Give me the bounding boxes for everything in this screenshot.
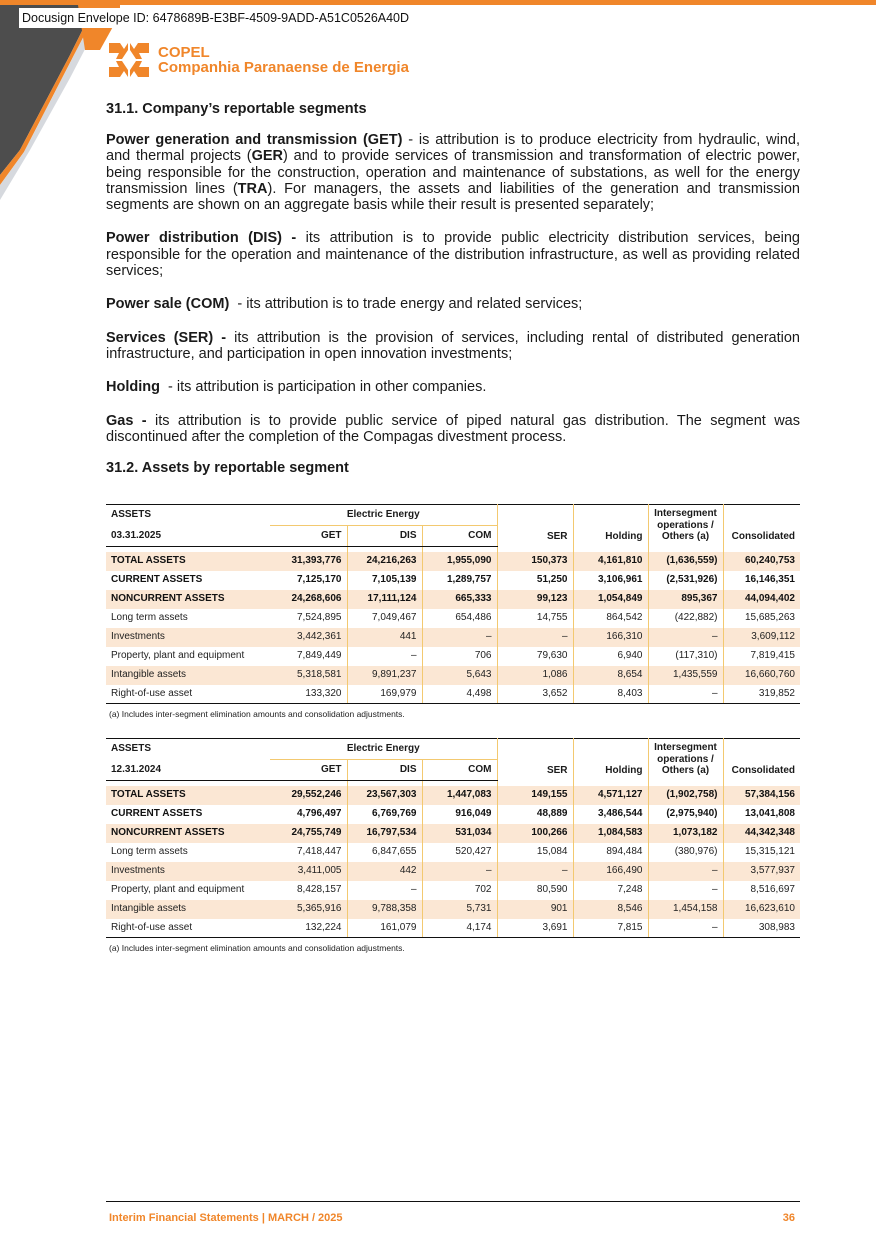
cell-value: 16,797,534 (347, 824, 422, 843)
footer-title: Interim Financial Statements | MARCH / 2025 (109, 1212, 343, 1224)
cell-value: 8,428,157 (270, 881, 347, 900)
table-row (106, 805, 800, 824)
cell-value: 4,498 (422, 685, 497, 704)
table-row (106, 609, 800, 628)
table-row (106, 843, 800, 862)
cell-value: 1,289,757 (422, 571, 497, 590)
copel-logo-icon (108, 40, 150, 80)
cell-value: 31,393,776 (270, 552, 347, 571)
cell-value: 3,691 (497, 919, 573, 938)
cell-value: 441 (347, 628, 422, 647)
cell-value: 4,571,127 (573, 786, 648, 805)
cell-value: 8,546 (573, 900, 648, 919)
term-com: Power sale (COM) (106, 296, 230, 313)
cell-value: 150,373 (497, 552, 573, 571)
cell-value: 14,755 (497, 609, 573, 628)
cell-value: 44,342,348 (723, 824, 800, 843)
cell-value: – (347, 881, 422, 900)
cell-value: (1,902,758) (648, 786, 723, 805)
logo-company-name: Companhia Paranaense de Energia (158, 59, 409, 76)
table-row (106, 862, 800, 881)
cell-value: 531,034 (422, 824, 497, 843)
cell-value: 901 (497, 900, 573, 919)
table-footnote: (a) Includes inter-segment elimination amounts and consolidation adjustments. (109, 943, 405, 953)
cell-value: 520,427 (422, 843, 497, 862)
cell-value: 3,411,005 (270, 862, 347, 881)
cell-value: 99,123 (497, 590, 573, 609)
column-header-dis: DIS (347, 526, 422, 547)
cell-value: 100,266 (497, 824, 573, 843)
table-row (106, 824, 800, 843)
paragraph-gas: Gas - its attribution is to provide public service of piped natural gas distribution. The segment was discontinued after the completion of the Compagas divestment process. (106, 412, 800, 445)
term-ser: Services (SER) - (106, 329, 227, 346)
cell-value: 51,250 (497, 571, 573, 590)
cell-value: 7,105,139 (347, 571, 422, 590)
cell-value: 7,248 (573, 881, 648, 900)
cell-value: 9,788,358 (347, 900, 422, 919)
table-row (106, 571, 800, 590)
cell-value: 1,435,559 (648, 666, 723, 685)
column-header-dis: DIS (347, 760, 422, 781)
cell-value: 319,852 (723, 685, 800, 704)
section-heading-segments: 31.1. Company’s reportable segments (106, 101, 367, 117)
cell-value: – (648, 881, 723, 900)
table-row (106, 881, 800, 900)
cell-value: 80,590 (497, 881, 573, 900)
column-header-intersegment: Intersegment operations / Others (a) (648, 505, 723, 547)
row-label: CURRENT ASSETS (111, 574, 203, 585)
cell-value: 15,315,121 (744, 846, 795, 857)
cell-value: – (648, 685, 723, 704)
cell-value: 48,889 (497, 805, 573, 824)
column-header-holding: Holding (573, 739, 648, 781)
cell-value: 1,454,158 (648, 900, 723, 919)
cell-value: 166,490 (573, 862, 648, 881)
cell-value: 3,652 (497, 685, 573, 704)
cell-value: 9,891,237 (347, 666, 422, 685)
cell-value: 15,685,263 (744, 612, 795, 623)
cell-value: 3,106,961 (573, 571, 648, 590)
cell-value: 5,318,581 (270, 666, 347, 685)
row-label: NONCURRENT ASSETS (106, 590, 270, 609)
paragraph-com: Power sale (COM) - its attribution is to trade energy and related services; (106, 296, 583, 313)
row-label: Property, plant and equipment (111, 650, 245, 661)
docusign-envelope-id: Docusign Envelope ID: 6478689B-E3BF-4509-9ADD-A51C0526A40D (19, 8, 413, 28)
row-label: Investments (106, 862, 270, 881)
cell-value: 916,049 (422, 805, 497, 824)
cell-value: 895,367 (648, 590, 723, 609)
cell-value: 5,365,916 (270, 900, 347, 919)
cell-value: 161,079 (347, 919, 422, 938)
cell-value: 15,084 (497, 843, 573, 862)
assets-table (106, 738, 800, 938)
cell-value: – (422, 628, 497, 647)
cell-value: 4,161,810 (573, 552, 648, 571)
cell-value: 5,643 (422, 666, 497, 685)
cell-value: 60,240,753 (723, 552, 800, 571)
cell-value: – (347, 647, 422, 666)
cell-value: 1,086 (497, 666, 573, 685)
cell-value: 1,955,090 (422, 552, 497, 571)
table-row (106, 919, 800, 938)
cell-value: 7,125,170 (270, 571, 347, 590)
cell-value: 79,630 (497, 647, 573, 666)
row-label: Long term assets (111, 846, 188, 857)
cell-value: 132,224 (270, 919, 347, 938)
cell-value: (2,531,926) (648, 571, 723, 590)
cell-value: 4,174 (422, 919, 497, 938)
assets-header-label: ASSETS (106, 505, 270, 526)
cell-value: 1,447,083 (422, 786, 497, 805)
row-label: TOTAL ASSETS (106, 786, 270, 805)
cell-value: – (648, 919, 723, 938)
cell-value: (117,310) (648, 647, 723, 666)
cell-value: 8,516,697 (750, 884, 795, 895)
column-header-consolidated: Consolidated (723, 505, 800, 547)
table-row (106, 552, 800, 571)
cell-value: 24,268,606 (270, 590, 347, 609)
cell-value: 654,486 (422, 609, 497, 628)
cell-value: 3,577,937 (723, 862, 800, 881)
cell-value: 23,567,303 (347, 786, 422, 805)
cell-value: 308,983 (723, 919, 800, 938)
cell-value: 166,310 (573, 628, 648, 647)
cell-value: – (422, 862, 497, 881)
cell-value: 3,609,112 (723, 628, 800, 647)
column-header-consolidated: Consolidated (723, 739, 800, 781)
paragraph-holding: Holding - its attribution is participation in other companies. (106, 379, 487, 396)
paragraph-dis: Power distribution (DIS) - its attribution is to provide public electricity distribution services, being responsible for the operation and maintenance of the distribution infrastructure, as well as providing related services; (106, 230, 800, 280)
column-header-ser: SER (497, 505, 573, 547)
page-content (106, 100, 800, 491)
electric-energy-group-header: Electric Energy (270, 739, 497, 760)
table-date: 12.31.2024 (106, 760, 270, 781)
cell-value: 6,769,769 (347, 805, 422, 824)
cell-value: – (648, 862, 723, 881)
column-header-holding: Holding (573, 505, 648, 547)
cell-value: 702 (422, 881, 497, 900)
top-accent-bar (0, 0, 876, 5)
column-header-com: COM (422, 526, 497, 547)
cell-value: 24,216,263 (347, 552, 422, 571)
term-dis: Power distribution (DIS) - (106, 230, 297, 247)
term-get: Power generation and transmission (GET) (106, 132, 403, 148)
column-header-com: COM (422, 760, 497, 781)
cell-value: (1,636,559) (648, 552, 723, 571)
cell-value: 7,815 (573, 919, 648, 938)
footer-divider (106, 1201, 800, 1202)
cell-value: 3,486,544 (573, 805, 648, 824)
cell-value: (422,882) (648, 609, 723, 628)
table-date: 03.31.2025 (106, 526, 270, 547)
cell-value: 17,111,124 (347, 590, 422, 609)
electric-energy-group-header: Electric Energy (270, 505, 497, 526)
table-row (106, 685, 800, 704)
cell-value: 1,054,849 (573, 590, 648, 609)
cell-value: 1,073,182 (648, 824, 723, 843)
paragraph-ser: Services (SER) - its attribution is the provision of services, including rental of distributed generation infrastructure, and participation in open innovation investments; (106, 329, 800, 362)
row-label: Investments (106, 628, 270, 647)
row-label: Right-of-use asset (106, 919, 270, 938)
cell-value: 6,940 (573, 647, 648, 666)
row-label: Property, plant and equipment (111, 884, 245, 895)
assets-table-2024 (106, 738, 800, 953)
cell-value: 4,796,497 (270, 805, 347, 824)
cell-value: 169,979 (347, 685, 422, 704)
cell-value: 1,084,583 (573, 824, 648, 843)
term-gas: Gas - (106, 412, 147, 429)
company-logo (108, 40, 409, 80)
cell-value: 706 (422, 647, 497, 666)
cell-value: – (497, 628, 573, 647)
cell-value: – (648, 628, 723, 647)
logo-brand-name: COPEL (158, 44, 210, 61)
column-header-get: GET (270, 760, 347, 781)
cell-value: 5,731 (422, 900, 497, 919)
table-row (106, 786, 800, 805)
cell-value: 665,333 (422, 590, 497, 609)
row-label: Intangible assets (106, 666, 270, 685)
row-label: Right-of-use asset (106, 685, 270, 704)
cell-value: 6,847,655 (347, 843, 422, 862)
cell-value: 8,654 (573, 666, 648, 685)
row-label: NONCURRENT ASSETS (106, 824, 270, 843)
cell-value: 442 (347, 862, 422, 881)
cell-value: 7,524,895 (270, 609, 347, 628)
page-number: 36 (782, 1212, 795, 1224)
cell-value: 133,320 (270, 685, 347, 704)
column-header-get: GET (270, 526, 347, 547)
cell-value: 864,542 (573, 609, 648, 628)
term-tra: TRA (237, 180, 268, 197)
column-header-intersegment: Intersegment operations / Others (a) (648, 739, 723, 781)
cell-value: 24,755,749 (270, 824, 347, 843)
table-row (106, 590, 800, 609)
table-footnote: (a) Includes inter-segment elimination amounts and consolidation adjustments. (109, 709, 405, 719)
column-header-ser: SER (497, 739, 573, 781)
row-label: Intangible assets (106, 900, 270, 919)
table-row (106, 900, 800, 919)
assets-header-label: ASSETS (106, 739, 270, 760)
cell-value: 894,484 (573, 843, 648, 862)
cell-value: 149,155 (497, 786, 573, 805)
corner-decoration (0, 0, 120, 200)
cell-value: 7,049,467 (347, 609, 422, 628)
term-holding: Holding (106, 379, 160, 396)
row-label: Long term assets (111, 612, 188, 623)
row-label: CURRENT ASSETS (111, 808, 203, 819)
cell-value: 44,094,402 (723, 590, 800, 609)
cell-value: 16,146,351 (744, 574, 795, 585)
cell-value: 16,623,610 (723, 900, 800, 919)
cell-value: 57,384,156 (723, 786, 800, 805)
cell-value: 16,660,760 (723, 666, 800, 685)
paragraph-get: Power generation and transmission (GET) - is attribution is to produce electricity from hydraulic, wind, and thermal projects (GER) and to provide services of transmission and transformation of electric power, being responsible for the construction, operation and maintenance of substations, as well for the energy transmission lines (TRA). For managers, the assets and liabilities of the generation and transmission segments are shown on an aggregate basis while their result is presented separately; (106, 132, 800, 214)
cell-value: 29,552,246 (270, 786, 347, 805)
cell-value: 13,041,808 (744, 808, 795, 819)
cell-value: – (497, 862, 573, 881)
cell-value: 7,849,449 (270, 647, 347, 666)
table-row (106, 628, 800, 647)
assets-table (106, 504, 800, 704)
section-heading-assets: 31.2. Assets by reportable segment (106, 460, 349, 477)
table-row (106, 647, 800, 666)
cell-value: 7,819,415 (750, 650, 795, 661)
cell-value: (380,976) (648, 843, 723, 862)
cell-value: 7,418,447 (270, 843, 347, 862)
row-label: TOTAL ASSETS (106, 552, 270, 571)
term-ger: GER (251, 148, 284, 165)
cell-value: (2,975,940) (648, 805, 723, 824)
cell-value: 3,442,361 (270, 628, 347, 647)
cell-value: 8,403 (573, 685, 648, 704)
assets-table-2025 (106, 504, 800, 719)
table-row (106, 666, 800, 685)
